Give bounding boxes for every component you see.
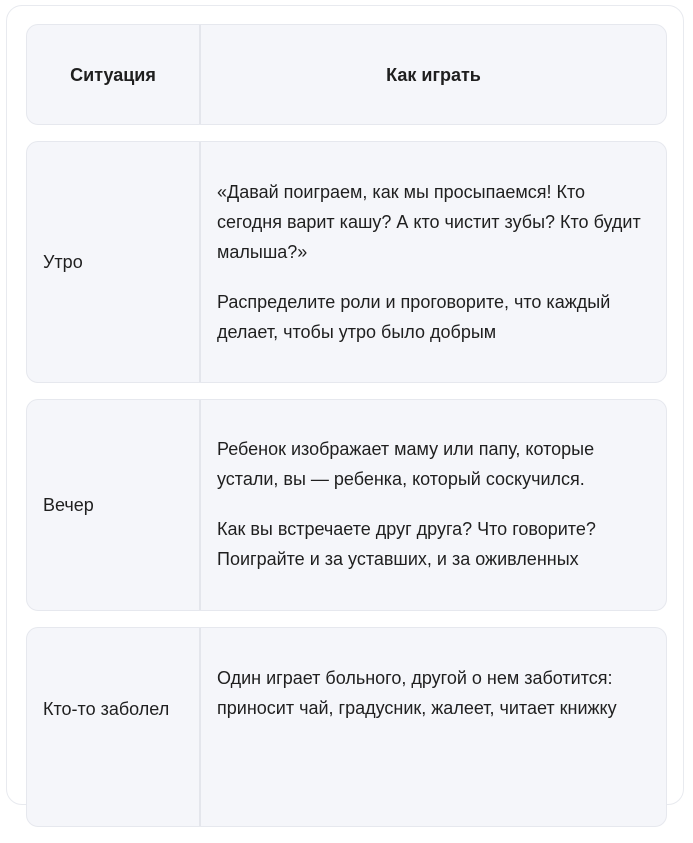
paragraph: Ребенок изображает маму или папу, которые устали, вы — ребенка, который соскучился. — [217, 439, 595, 489]
situation-cell: Кто-то заболел — [27, 628, 201, 826]
situations-table — [26, 24, 667, 843]
table-header-row — [26, 24, 667, 125]
paragraph: Распределите роли и проговорите, что каждый делает, чтобы утро было добрым — [217, 292, 611, 342]
table-row — [26, 399, 667, 611]
header-situation: Ситуация — [27, 25, 201, 124]
table-row — [26, 141, 667, 383]
header-how-to-play: Как играть — [386, 64, 481, 85]
how-to-play-cell — [201, 400, 666, 610]
paragraph: Один играет больного, другой о нем заботится: приносит чай, градусник, жалеет, читает книжку — [217, 668, 617, 718]
table-row — [26, 627, 667, 827]
how-to-play-cell — [201, 142, 666, 382]
paragraph: Как вы встречаете друг друга? Что говорите? Поиграйте и за уставших, и за оживленных — [217, 519, 596, 569]
situation-cell: Утро — [27, 142, 201, 382]
paragraph: «Давай поиграем, как мы просыпаемся! Кто сегодня варит кашу? А кто чистит зубы? Кто будит малыша?» — [217, 182, 641, 262]
situation-cell: Вечер — [27, 400, 201, 610]
how-to-play-cell — [201, 628, 666, 826]
